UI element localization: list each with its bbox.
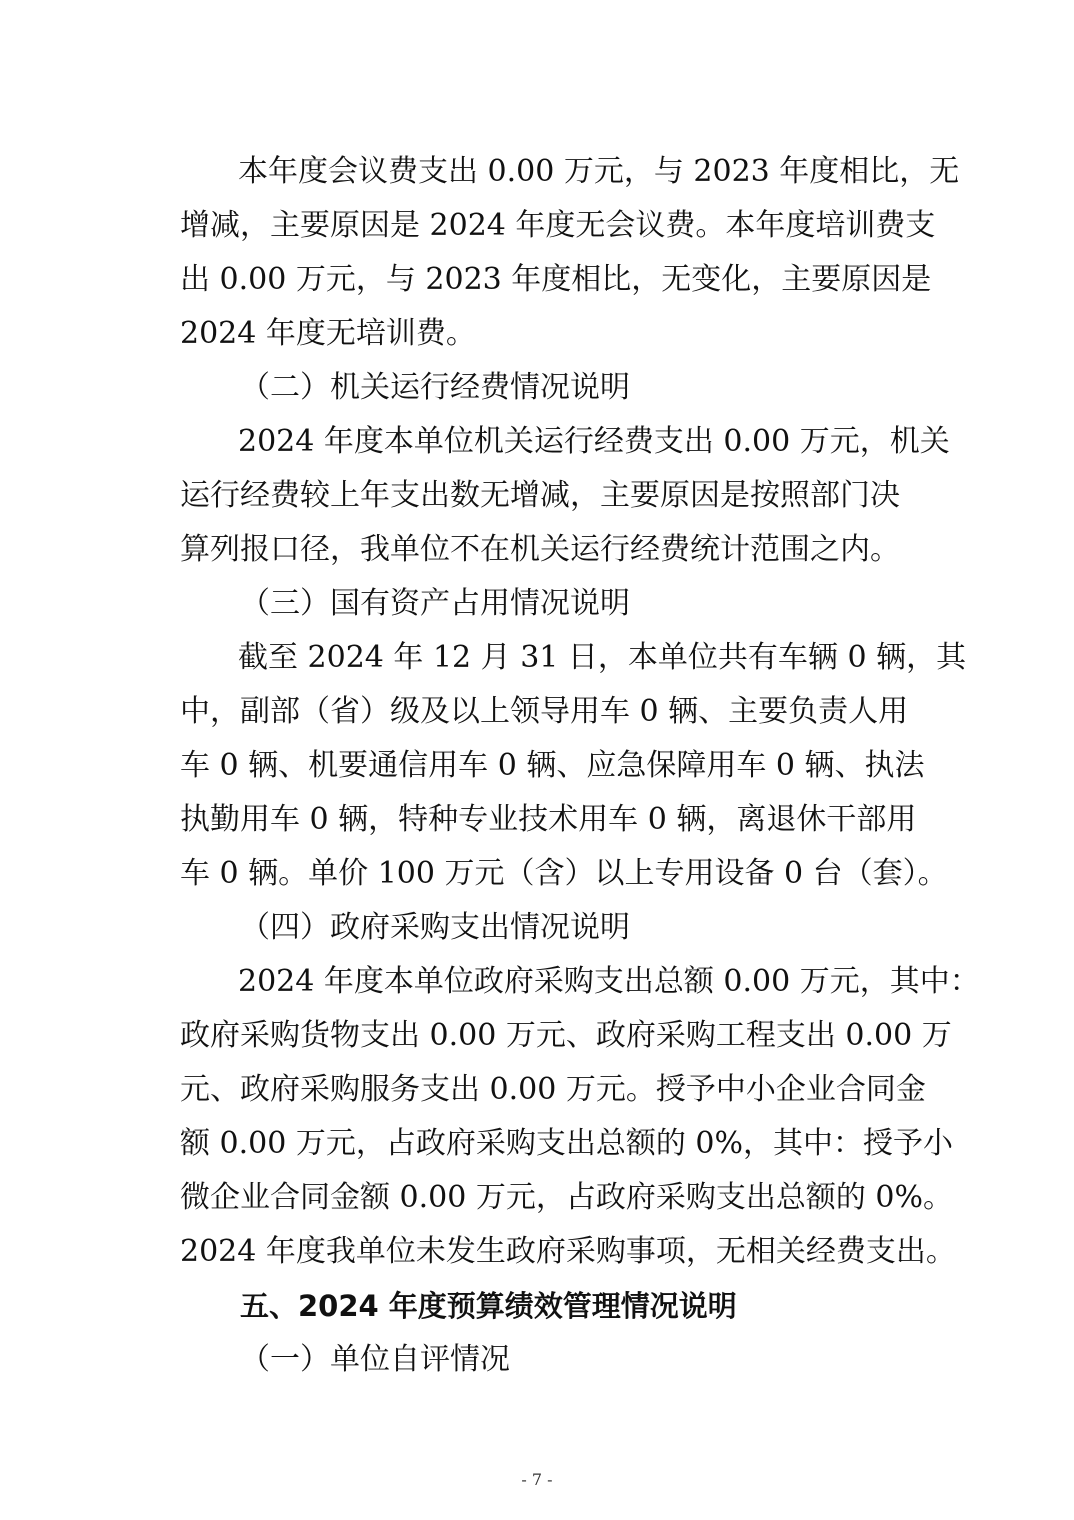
page-number: - 7 - [521,1470,553,1489]
chapter-heading: 五、2024 年度预算绩效管理情况说明 [240,1289,737,1323]
paragraph-line: 2024 年度我单位未发生政府采购事项，无相关经费支出。 [180,1234,956,1269]
section-heading: （四）政府采购支出情况说明 [240,910,630,945]
paragraph-line: 算列报口径，我单位不在机关运行经费统计范围之内。 [180,532,900,567]
paragraph-line: 执勤用车 0 辆，特种专业技术用车 0 辆，离退休干部用 [180,802,917,837]
paragraph-line: 2024 年度本单位政府采购支出总额 0.00 万元，其中： [238,964,980,999]
section-heading: （二）机关运行经费情况说明 [240,370,630,405]
paragraph-line: 本年度会议费支出 0.00 万元，与 2023 年度相比，无 [238,154,960,189]
paragraph-line: 截至 2024 年 12 月 31 日，本单位共有车辆 0 辆，其 [238,640,967,675]
paragraph-line: 2024 年度本单位机关运行经费支出 0.00 万元，机关 [238,424,950,459]
paragraph-line: 元、政府采购服务支出 0.00 万元。授予中小企业合同金 [180,1072,926,1107]
paragraph-line: 微企业合同金额 0.00 万元，占政府采购支出总额的 0%。 [180,1180,953,1215]
paragraph-line: 增减，主要原因是 2024 年度无会议费。本年度培训费支 [180,208,936,243]
paragraph-line: 运行经费较上年支出数无增减，主要原因是按照部门决 [180,478,900,513]
paragraph-line: 2024 年度无培训费。 [180,316,476,351]
paragraph-line: 额 0.00 万元，占政府采购支出总额的 0%，其中：授予小 [180,1126,953,1161]
paragraph-line: 出 0.00 万元，与 2023 年度相比，无变化，主要原因是 [180,262,932,297]
section-heading: （一）单位自评情况 [240,1342,510,1377]
paragraph-line: 车 0 辆、机要通信用车 0 辆、应急保障用车 0 辆、执法 [180,748,925,783]
section-heading: （三）国有资产占用情况说明 [240,586,630,621]
paragraph-line: 政府采购货物支出 0.00 万元、政府采购工程支出 0.00 万 [180,1018,952,1053]
paragraph-line: 中，副部（省）级及以上领导用车 0 辆、主要负责人用 [180,694,909,729]
paragraph-line: 车 0 辆。单价 100 万元（含）以上专用设备 0 台（套）。 [180,856,948,891]
